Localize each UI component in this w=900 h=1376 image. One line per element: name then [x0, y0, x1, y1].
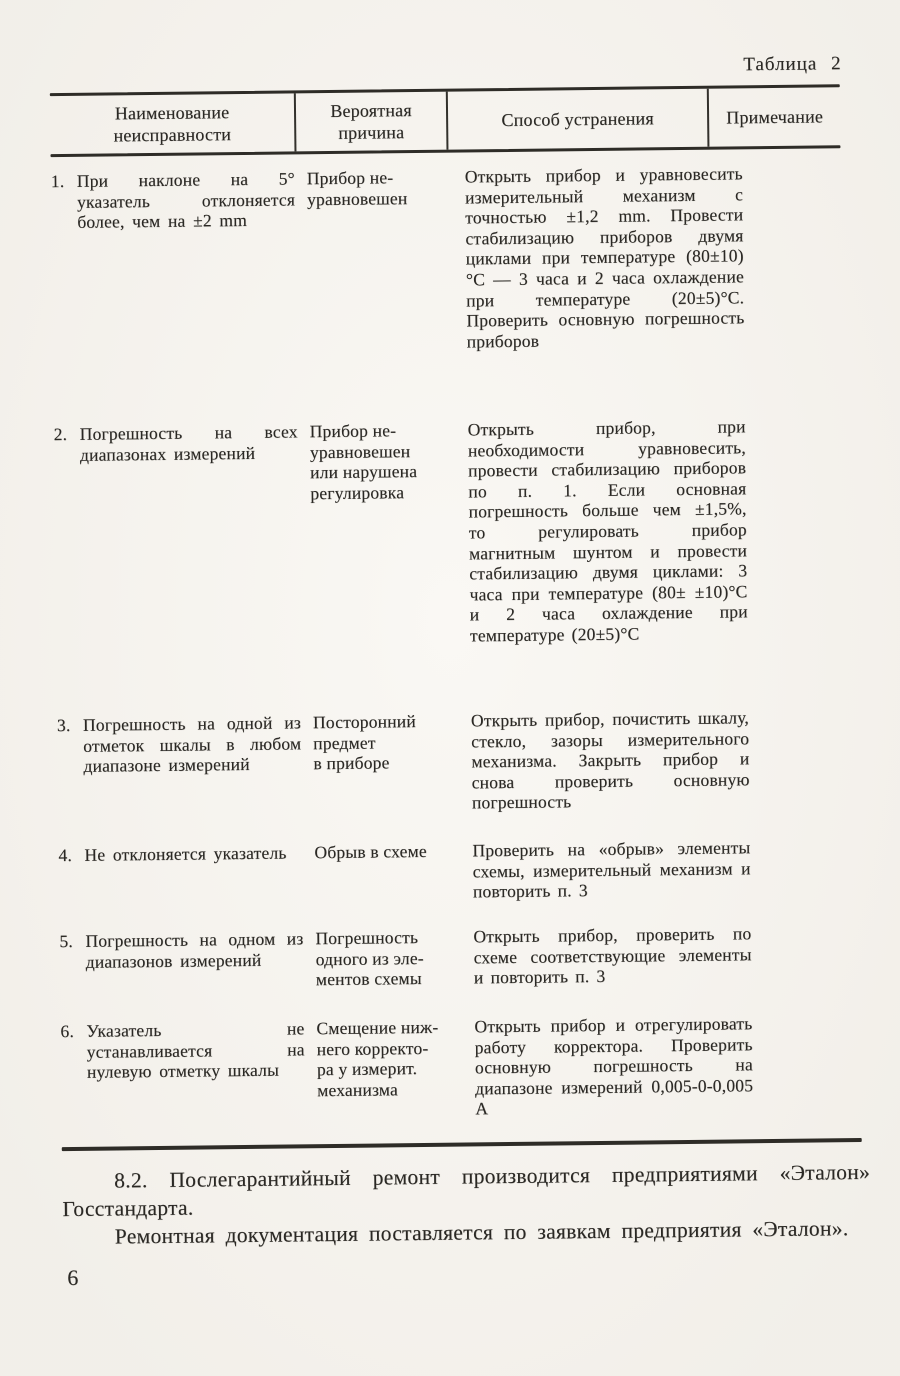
cause-cell: Погрешность одного из эле- ментов схемы [315, 927, 424, 990]
remedy-cell: Открыть прибор, проверить по схеме соответствующие элементы и повторить п. 3 [473, 923, 752, 988]
paragraph-postwarranty: 8.2. Послегарантийный ремонт производится предприятиями «Эталон» Госстандарта. [62, 1159, 871, 1222]
paragraph-documentation: Ремонтная документация поставляется по заявкам предприятия «Эталон». [114, 1216, 849, 1249]
remedy-cell: Открыть прибор, почистить шкалу, стекло, зазоры измерительного механизма. Закрыть прибор и снова проверить основную погрешность [470, 707, 750, 813]
note-cell [749, 706, 847, 707]
page-content [49, 53, 873, 1291]
note-cell [751, 922, 849, 923]
fault-cell [58, 842, 310, 865]
row-number: 6. [60, 1020, 75, 1042]
fault-cell [57, 712, 310, 777]
fault-text: Погрешность на одном из диапазонов измерений [85, 928, 304, 972]
table-row [58, 836, 849, 931]
cause-cell: Посторонний предмет в приборе [312, 711, 416, 774]
table-header-row [50, 87, 841, 154]
header-fault-name: Наименование неисправности [50, 93, 297, 154]
fault-text: Погрешность на одной из отметок шкалы в любом диапазоне измерений [82, 712, 302, 777]
note-cell [750, 836, 848, 837]
row-number: 1. [50, 171, 65, 192]
cause-cell: Обрыв в схеме [314, 840, 427, 863]
fault-text: Погрешность на всех диапазонах измерений [79, 421, 298, 465]
fault-table [50, 84, 852, 1151]
remedy-cell: Проверить на «обрыв» элементы схемы, измерительный механизм и повторить п. 3 [472, 837, 751, 902]
note-cell [746, 415, 844, 416]
remedy-cell: Открыть прибор и уравновесить измерительный механизм с точностью ±1,2 mm. Провести стабилизацию приборов двумя циклами при температуре (80±10)°С — 3 часа и 2 часа охлаждение при температуре (20±5)°С. Проверить основную погрешность приборов [464, 163, 745, 352]
header-remedy: Способ устранения [448, 89, 710, 150]
table-row [60, 1012, 851, 1147]
fault-cell [51, 168, 304, 233]
cause-cell: Смещение ниж- него корректо- ра у измерит. механизма [316, 1016, 439, 1100]
header-probable-cause: Вероятная причина [296, 92, 449, 152]
fault-cell [60, 1018, 313, 1083]
cause-cell: Прибор не- уравновешен [306, 167, 408, 209]
fault-text: Указатель не устанавливается на нулевую отметку шкалы [86, 1018, 305, 1082]
note-cell [752, 1012, 850, 1013]
fault-cell [54, 421, 306, 465]
remedy-cell: Открыть прибор и отрегулировать работу корректора. Проверить основную погрешность на диапазоне измерений 0,005-0-0,005 А [474, 1013, 754, 1119]
remedy-cell: Открыть прибор, при необходимости уравновесить, провести стабилизацию приборов по п. 1. Если основная погрешность больше чем ±1,5%, то регулировать прибор магнитным шунтом и провести стабилизацию двумя циклами: 3 часа при температуре (80± ±10)°С и 2 часа охлаждение при температуре (20±5)°С [467, 416, 748, 646]
table-row [57, 706, 848, 845]
cause-cell: Прибор не- уравновешен или нарушена регулировка [309, 420, 418, 504]
row-number: 3. [56, 714, 71, 736]
table-caption: Таблица 2 [743, 53, 842, 76]
row-number: 4. [58, 844, 73, 866]
fault-text: При наклоне на 5° указатель отклоняется более, чем на ±2 mm [76, 168, 296, 233]
table-row [54, 415, 847, 715]
after-table-text [62, 1158, 871, 1251]
table-body [51, 148, 852, 1147]
header-note: Примечание [726, 106, 824, 128]
table-row [59, 922, 850, 1021]
row-number: 5. [59, 930, 74, 952]
note-cell [743, 162, 841, 163]
fault-text: Не отклоняется указатель [84, 842, 287, 865]
row-number: 2. [53, 423, 68, 445]
page-number: 6 [67, 1264, 79, 1291]
fault-cell [59, 928, 311, 972]
table-row [51, 162, 844, 424]
